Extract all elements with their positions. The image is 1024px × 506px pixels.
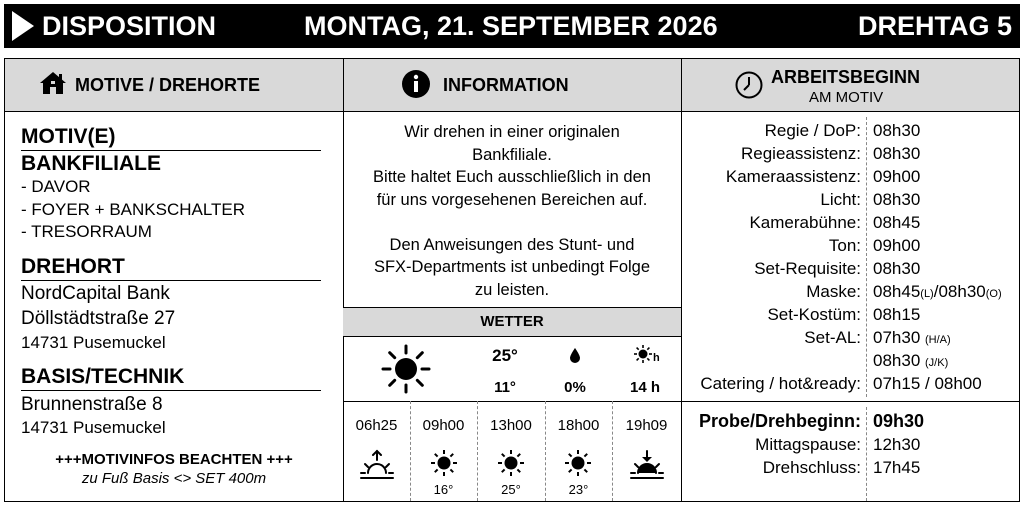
divider — [866, 117, 867, 397]
weather-temp-min: 11° — [494, 379, 516, 396]
basis-line: Brunnenstraße 8 — [21, 394, 163, 415]
motiv-item: - FOYER + BANKSCHALTER — [21, 200, 246, 219]
role-label: Licht: — [820, 190, 861, 209]
motiv-item: - TRESORRAUM — [21, 222, 152, 241]
role-label: Ton: — [828, 236, 861, 255]
weather-sun-hours: 14 h — [629, 379, 660, 396]
info-line: für uns vorgesehenen Bereichen auf. — [376, 190, 648, 209]
forecast-time: 13h00 — [490, 417, 532, 434]
schluss-label: Drehschluss: — [762, 458, 861, 477]
divider — [866, 407, 867, 501]
sun-icon — [497, 449, 525, 477]
role-time: 08h30 (J/K) — [873, 351, 949, 370]
forecast-time: 09h00 — [422, 417, 465, 434]
role-time: 08h45 — [873, 213, 921, 232]
weather-rain: 0% — [564, 379, 586, 396]
motive-header — [5, 59, 343, 112]
mittag-label: Mittagspause: — [755, 435, 861, 454]
play-arrow-icon — [12, 11, 34, 41]
role-label: Set-Requisite: — [754, 259, 861, 278]
info-line: Wir drehen in einer originalen — [404, 123, 620, 141]
basis-title: BASIS/TECHNIK — [21, 365, 185, 388]
arbeit-header-label: ARBEITSBEGINN — [771, 67, 921, 87]
info-icon — [401, 69, 431, 99]
sunset-icon — [629, 449, 665, 481]
role-time: 07h30 (H/A) — [873, 328, 951, 347]
info-line: SFX-Departments ist unbedingt Folge — [373, 258, 651, 276]
info-line: Bitte haltet Euch ausschließlich in den — [373, 168, 651, 186]
drehort-title: DREHORT — [21, 255, 125, 278]
role-time: 08h30 — [873, 144, 921, 163]
forecast-temp: 25° — [501, 482, 521, 497]
header-drehtag: DREHTAG 5 — [857, 11, 1012, 41]
weather-temp-max: 25° — [492, 346, 518, 365]
role-time: 09h00 — [873, 167, 921, 186]
divider — [21, 390, 321, 391]
role-time: 08h45(L)/08h30(O) — [873, 282, 1002, 301]
divider — [681, 59, 682, 501]
forecast-temp: 16° — [433, 482, 454, 497]
role-time: 07h15 / 08h00 — [873, 374, 982, 393]
role-label: Catering / hot&ready: — [700, 374, 861, 393]
role-label: Regie / DoP: — [764, 121, 861, 140]
divider — [21, 150, 321, 151]
header-title: DISPOSITION — [42, 11, 217, 41]
role-time: 08h30 — [873, 190, 921, 209]
raindrop-icon — [569, 347, 581, 363]
divider — [681, 401, 1019, 402]
drehort-line: 14731 Pusemuckel — [21, 333, 166, 352]
motiv-note: +++MOTIVINFOS BEACHTEN +++ — [55, 451, 293, 468]
role-label: Maske: — [806, 282, 861, 301]
role-label: Set-AL: — [804, 328, 861, 347]
home-icon — [39, 71, 67, 95]
info-line: Bankfiliale. — [472, 145, 552, 164]
role-label: Regieassistenz: — [740, 144, 861, 163]
info-line — [343, 211, 681, 234]
drehort-line: Döllstädtstraße 27 — [21, 308, 176, 329]
motiv-item: - DAVOR — [21, 177, 91, 196]
info-header-label: INFORMATION — [443, 75, 569, 95]
sunrise-icon — [359, 449, 395, 481]
header-bar — [4, 4, 1020, 48]
probe-time: 09h30 — [873, 411, 925, 431]
clock-icon — [735, 71, 763, 99]
weather-title: WETTER — [343, 307, 681, 337]
arbeit-header — [681, 59, 1019, 112]
forecast-time: 18h00 — [557, 417, 600, 434]
role-time: 08h30 — [873, 121, 921, 140]
motiv-distance: zu Fuß Basis <> SET 400m — [81, 470, 267, 487]
info-header — [343, 59, 681, 112]
role-label: Kamerabühne: — [749, 213, 861, 232]
mittag-time: 12h30 — [873, 435, 921, 454]
motiv-name: BANKFILIALE — [21, 152, 161, 175]
arbeit-header-sublabel: AM MOTIV — [809, 89, 884, 106]
divider — [343, 401, 681, 402]
sun-icon — [564, 449, 592, 477]
schluss-time: 17h45 — [873, 458, 921, 477]
disposition-table — [4, 58, 1020, 502]
role-time: 08h30 — [873, 259, 921, 278]
sun-icon — [430, 449, 458, 477]
divider — [612, 401, 613, 501]
forecast-time: 06h25 — [355, 417, 398, 434]
sun-hours-icon-suffix: h — [653, 352, 660, 364]
basis-line: 14731 Pusemuckel — [21, 418, 166, 437]
sun-icon — [381, 344, 431, 394]
motiv-section-title: MOTIV(E) — [21, 125, 116, 148]
forecast-time: 19h09 — [625, 417, 668, 434]
probe-label: Probe/Drehbeginn: — [698, 411, 861, 431]
divider — [21, 280, 321, 281]
info-line: Den Anweisungen des Stunt- und — [389, 235, 635, 254]
header-date: MONTAG, 21. SEPTEMBER 2026 — [304, 11, 718, 41]
role-label: Kameraassistenz: — [725, 167, 861, 186]
info-text — [343, 121, 681, 301]
sun-hours-icon — [633, 344, 653, 364]
drehort-line: NordCapital Bank — [21, 283, 170, 304]
motive-header-label: MOTIVE / DREHORTE — [75, 75, 261, 95]
role-label: Set-Kostüm: — [767, 305, 861, 324]
role-time: 09h00 — [873, 236, 921, 255]
info-line: zu leisten. — [474, 280, 550, 299]
forecast-temp: 23° — [568, 482, 589, 497]
role-time: 08h15 — [873, 305, 921, 324]
